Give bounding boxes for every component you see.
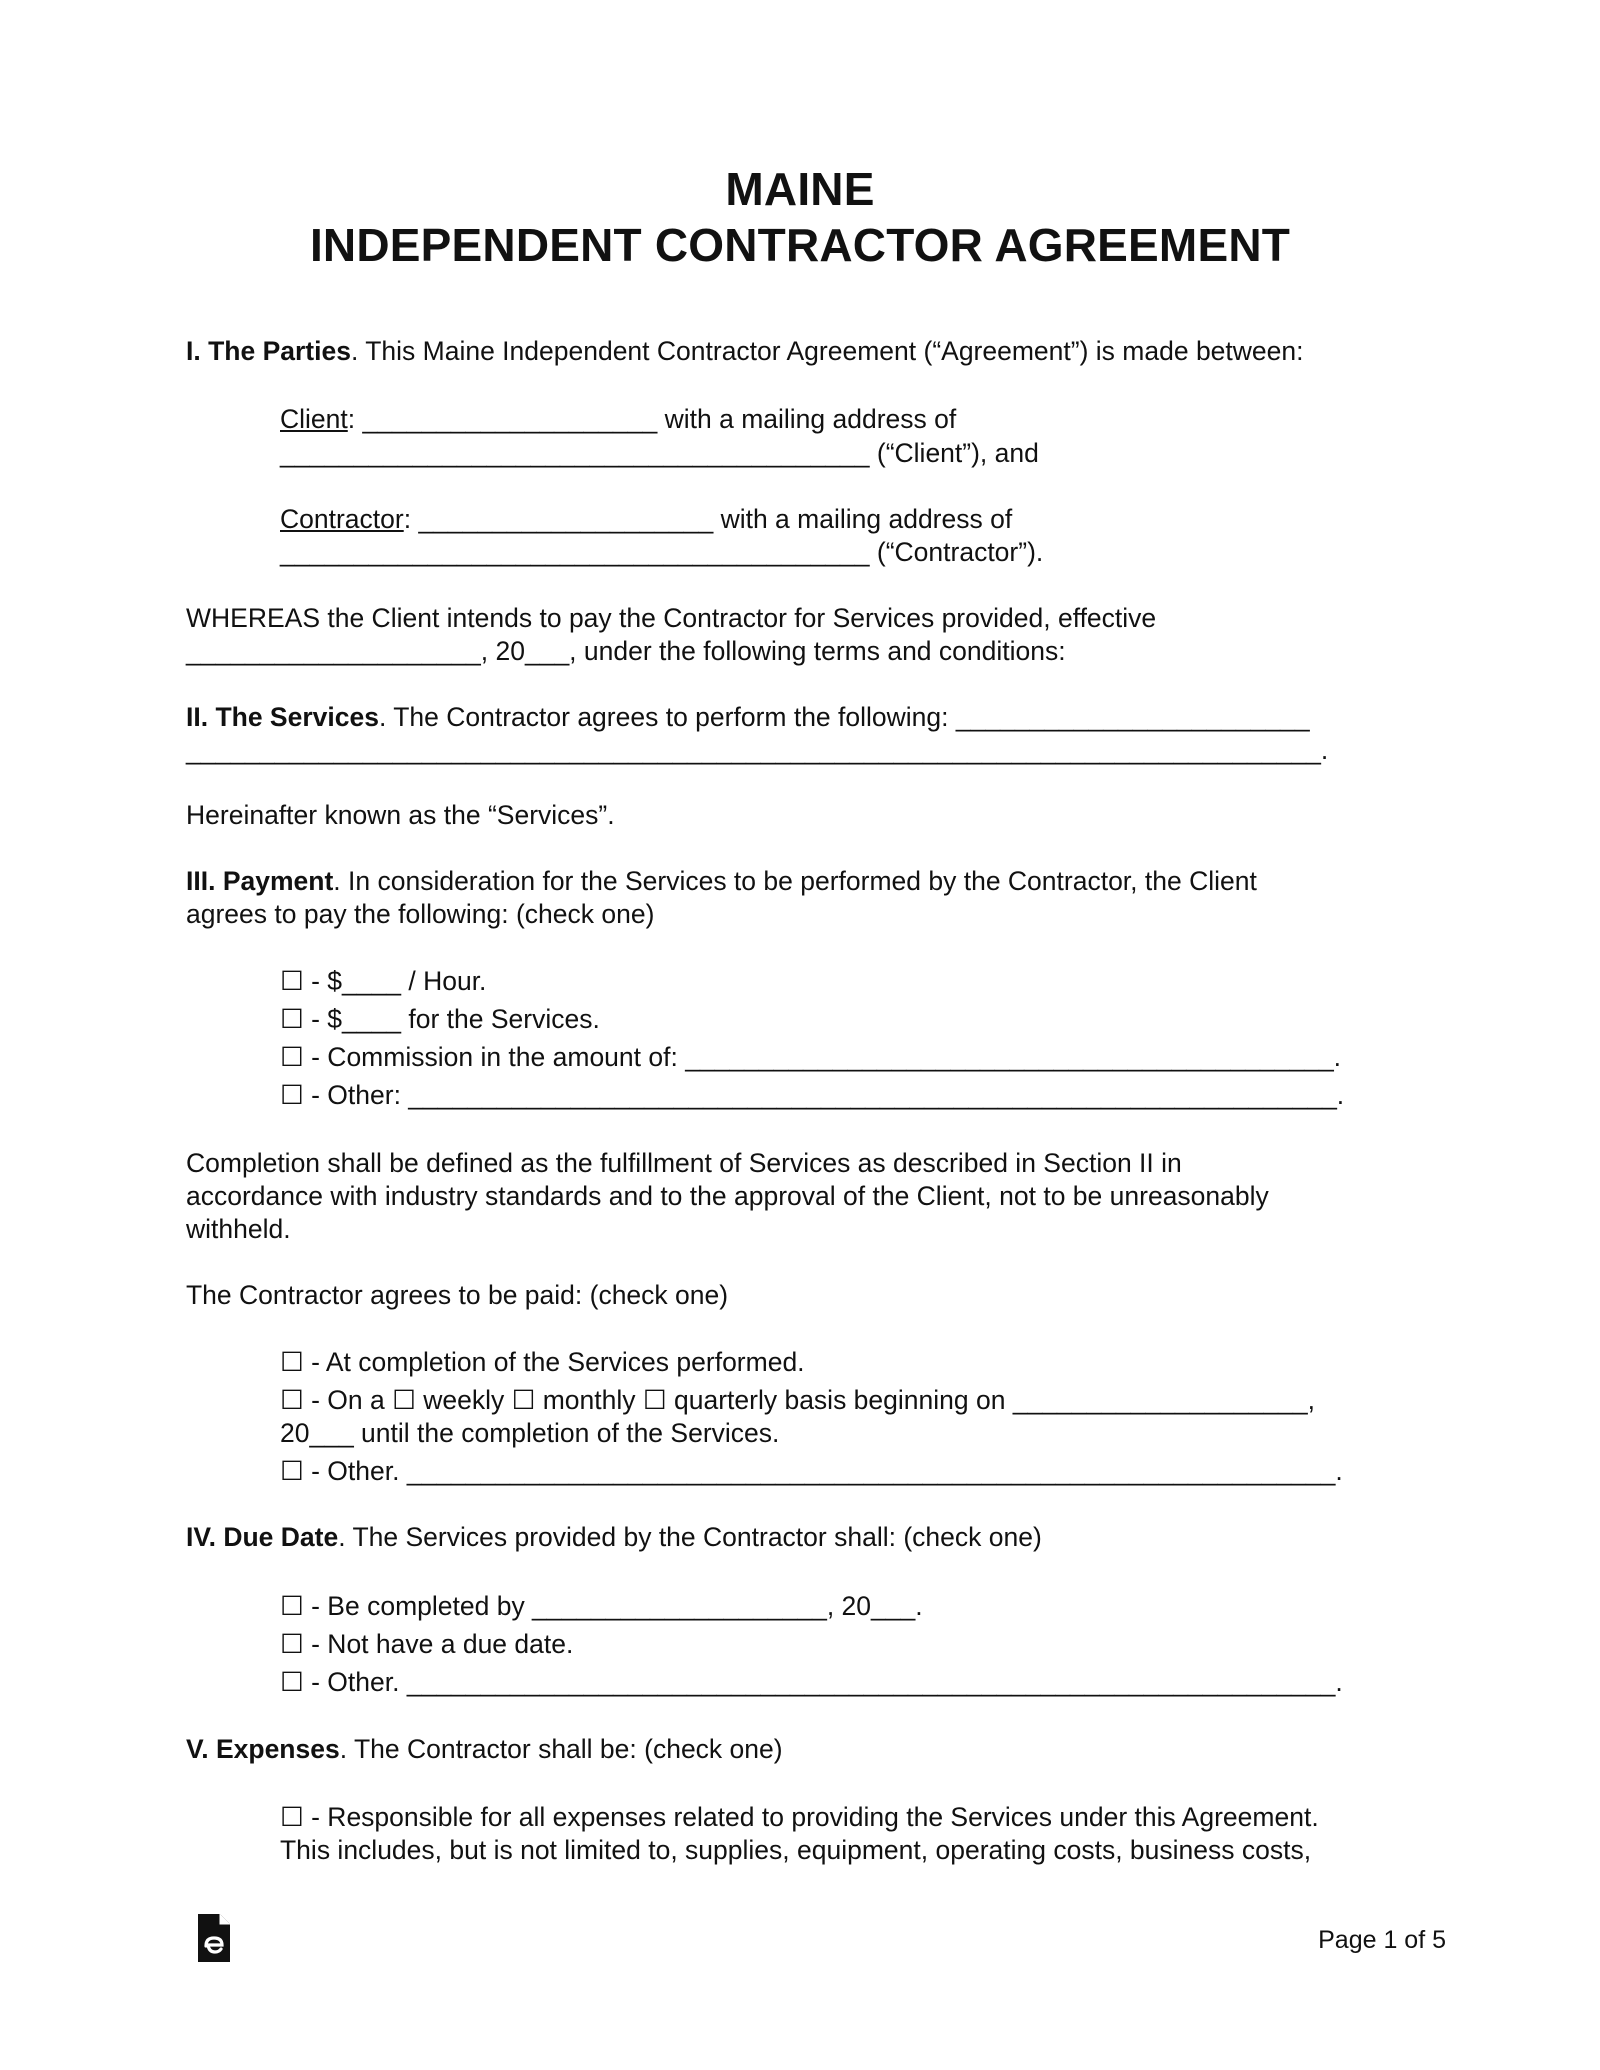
services-description-field-2[interactable]: _____________________________________________________________________________. (186, 735, 1329, 765)
paid-option-periodic[interactable]: ☐ - On a ☐ weekly ☐ monthly ☐ quarterly basis beginning on ____________________, (280, 1385, 1315, 1415)
due-option-other[interactable]: ☐ - Other. _______________________________________________________________. (280, 1667, 1343, 1697)
expenses-option-responsible[interactable]: ☐ - Responsible for all expenses related to providing the Services under this Agreement. (280, 1802, 1319, 1832)
payment-text: . In consideration for the Services to be performed by the Contractor, the Client (333, 866, 1257, 896)
hereinafter-text: Hereinafter known as the “Services”. (186, 800, 615, 830)
contractor-label: Contractor (280, 504, 404, 534)
due-date-text: . The Services provided by the Contractor shall: (check one) (338, 1522, 1042, 1552)
payment-option-flat[interactable]: ☐ - $____ for the Services. (280, 1004, 600, 1034)
document-title: INDEPENDENT CONTRACTOR AGREEMENT (309, 219, 1291, 271)
section-heading-parties: I. The Parties (186, 336, 351, 366)
payment-option-commission[interactable]: ☐ - Commission in the amount of: ____________________________________________. (280, 1042, 1342, 1072)
whereas-line-1: WHEREAS the Client intends to pay the Contractor for Services provided, effective (186, 603, 1157, 633)
completion-text-3: withheld. (186, 1214, 291, 1244)
due-option-no-due-date[interactable]: ☐ - Not have a due date. (280, 1629, 574, 1659)
section-services-line-1 (186, 700, 1310, 734)
page-number: Page 1 of 5 (1318, 1926, 1446, 1954)
client-label: Client (280, 404, 348, 434)
payment-text-2: agrees to pay the following: (check one) (186, 899, 655, 929)
services-description-field[interactable]: . The Contractor agrees to perform the following: ________________________ (378, 702, 1310, 732)
client-name-field[interactable]: : ____________________ with a mailing address of (347, 404, 957, 434)
section-heading-services: II. The Services (186, 702, 379, 732)
contractor-name-field[interactable]: : ____________________ with a mailing address of (403, 504, 1013, 534)
paid-option-periodic-2[interactable]: 20___ until the completion of the Services. (280, 1418, 780, 1448)
eforms-logo-icon (196, 1912, 232, 1964)
client-address-field[interactable]: ________________________________________ (“Client”), and (280, 438, 1039, 468)
section-parties-text: . This Maine Independent Contractor Agreement (“Agreement”) is made between: (350, 336, 1304, 366)
completion-text-2: accordance with industry standards and to the approval of the Client, not to be unreasonably (186, 1181, 1269, 1211)
expenses-text: . The Contractor shall be: (check one) (339, 1734, 783, 1764)
due-option-completed-by[interactable]: ☐ - Be completed by ____________________, 20___. (280, 1591, 923, 1621)
section-heading-due-date: IV. Due Date (186, 1522, 339, 1552)
section-heading-expenses: V. Expenses (186, 1734, 340, 1764)
document-title-state: MAINE (725, 163, 875, 215)
section-payment-line-1 (186, 864, 1257, 898)
completion-text-1: Completion shall be defined as the fulfillment of Services as described in Section II in (186, 1148, 1182, 1178)
client-line-1 (280, 402, 956, 436)
section-expenses-line (186, 1732, 783, 1766)
paid-option-completion[interactable]: ☐ - At completion of the Services performed. (280, 1347, 805, 1377)
paid-option-other[interactable]: ☐ - Other. _______________________________________________________________. (280, 1456, 1343, 1486)
contractor-address-field[interactable]: ________________________________________ (“Contractor”). (280, 537, 1044, 567)
expenses-option-responsible-2: This includes, but is not limited to, supplies, equipment, operating costs, business costs, (280, 1835, 1312, 1865)
effective-date-field[interactable]: ____________________, 20___, under the following terms and conditions: (186, 636, 1066, 666)
payment-option-other[interactable]: ☐ - Other: _______________________________________________________________. (280, 1080, 1345, 1110)
payment-option-hourly[interactable]: ☐ - $____ / Hour. (280, 966, 487, 996)
paid-intro: The Contractor agrees to be paid: (check one) (186, 1280, 729, 1310)
section-parties-intro (186, 334, 1304, 368)
section-heading-payment: III. Payment (186, 866, 334, 896)
contractor-line-1 (280, 502, 1012, 536)
section-due-date-line (186, 1520, 1042, 1554)
